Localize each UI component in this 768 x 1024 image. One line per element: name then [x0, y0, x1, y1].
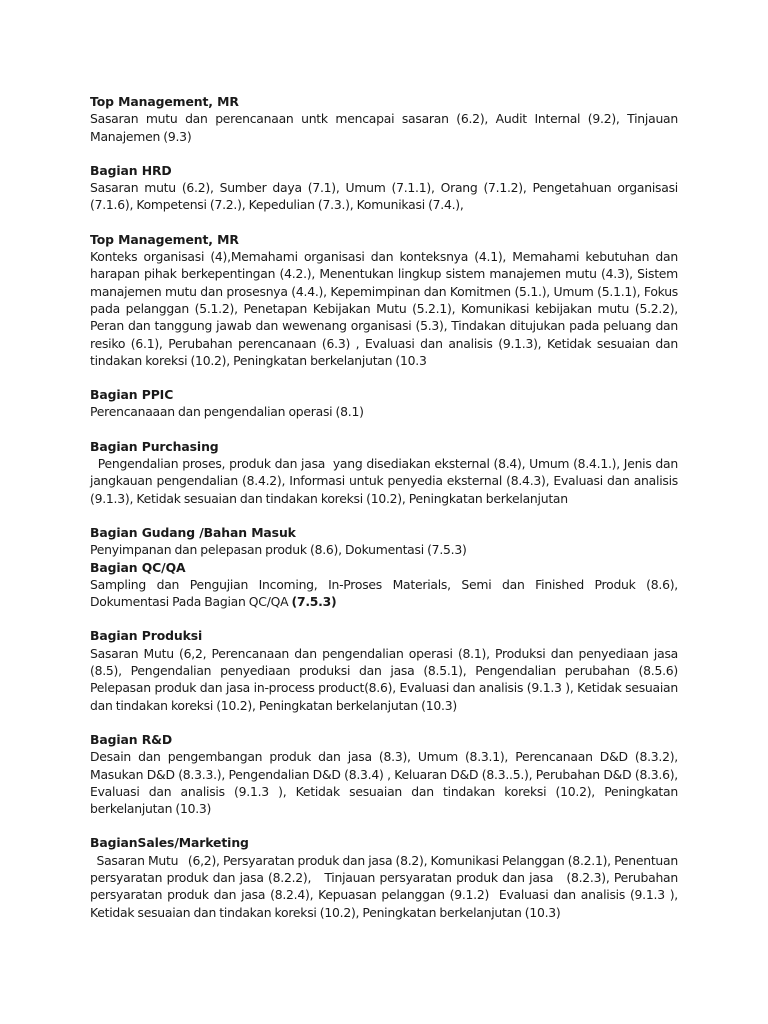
section-produksi — [90, 627, 678, 713]
section-body: Pengendalian proses, produk dan jasa yang disediakan eksternal (8.4), Umum (8.4.1.), Jenis dan jangkauan pengendalian (8.4.2), Informasi untuk penyedia eksternal (8.4.3), Evaluasi dan analisis (9.1.3), Ketidak sesuaian dan tindakan koreksi (10.2), Peningkatan berkelanjutan — [90, 456, 682, 506]
section-body: Penyimpanan dan pelepasan produk (8.6), Dokumentasi (7.5.3) — [90, 542, 467, 558]
section-top-management-2 — [90, 231, 678, 369]
section-body: Konteks organisasi (4),Memahami organisasi dan konteksnya (4.1), Memahami kebutuhan dan harapan pihak berkepentingan (4.2.), Menentukan lingkup sistem manajemen mutu (4.3), Sistem manajemen mutu dan prosesnya (4.4.), Kepemimpinan dan Komitmen (5.1.), Umum (5.1.1), Fokus pada pelanggan (5.1.2), Penetapan Kebijakan Mutu (5.2.1), Komunikasi kebijakan mutu (5.2.2), Peran dan tanggung jawab dan wewenang organisasi (5.3), Tindakan ditujukan pada peluang dan resiko (6.1), Perubahan perencanaan (6.3) , Evaluasi dan analisis (9.1.3), Ketidak sesuaian dan tindakan koreksi (10.2), Peningkatan berkelanjutan (10.3 — [90, 249, 678, 368]
section-body — [90, 576, 678, 611]
section-body: Perencanaaan dan pengendalian operasi (8.1) — [90, 404, 364, 420]
document-page — [90, 93, 682, 921]
section-body: Sasaran mutu dan perencanaan untk mencapai sasaran (6.2), Audit Internal (9.2), Tinjauan Manajemen (9.3) — [90, 111, 678, 144]
section-hrd — [90, 162, 678, 214]
section-heading: Bagian Gudang /Bahan Masuk — [90, 524, 296, 540]
section-heading: Top Management, MR — [90, 231, 239, 247]
section-top-management-1 — [90, 93, 678, 145]
section-qcqa — [90, 559, 678, 611]
section-heading: Bagian QC/QA — [90, 559, 186, 575]
section-ppic — [90, 386, 678, 421]
section-body: Desain dan pengembangan produk dan jasa (8.3), Umum (8.3.1), Perencanaan D&D (8.3.2), Masukan D&D (8.3.3.), Pengendalian D&D (8.3.4) , Keluaran D&D (8.3..5.), Perubahan D&D (8.3.6), Evaluasi dan analisis (9.1.3 ), Ketidak sesuaian dan tindakan koreksi (10.2), Peningkatan berkelanjutan (10.3) — [90, 749, 678, 817]
section-heading: Bagian Purchasing — [90, 438, 219, 454]
section-body-bold-tail: (7.5.3) — [291, 594, 337, 610]
section-body: Sasaran Mutu (6,2, Perencanaan dan pengendalian operasi (8.1), Produksi dan penyediaan jasa (8.5), Pengendalian penyediaan produksi dan jasa (8.5.1), Pengendalian perubahan (8.5.6) Pelepasan produk dan jasa in-process product(8.6), Evaluasi dan analisis (9.1.3 ), Ketidak sesuaian dan tindakan koreksi (10.2), Peningkatan berkelanjutan (10.3) — [90, 645, 678, 713]
section-gudang — [90, 524, 678, 559]
section-heading: Bagian Produksi — [90, 628, 203, 644]
section-heading: Bagian HRD — [90, 162, 172, 178]
section-purchasing — [90, 438, 682, 507]
section-body: Sasaran mutu (6.2), Sumber daya (7.1), Umum (7.1.1), Orang (7.1.2), Pengetahuan organisasi (7.1.6), Kompetensi (7.2.), Kepedulian (7.3.), Komunikasi (7.4.), — [90, 180, 678, 213]
section-sales-marketing — [90, 834, 682, 920]
section-rnd — [90, 731, 678, 817]
section-heading: Bagian PPIC — [90, 387, 174, 403]
section-heading: Bagian R&D — [90, 731, 173, 747]
section-body-text: Sampling dan Pengujian Incoming, In-Proses Materials, Semi dan Finished Produk (8.6), Dokumentasi Pada Bagian QC/QA — [90, 576, 678, 610]
section-heading: BagianSales/Marketing — [90, 835, 249, 851]
section-body: Sasaran Mutu (6,2), Persyaratan produk dan jasa (8.2), Komunikasi Pelanggan (8.2.1), Penentuan persyaratan produk dan jasa (8.2.2), Tinjauan persyaratan produk dan jasa (8.2.3), Perubahan persyaratan produk dan jasa (8.2.4), Kepuasan pelanggan (9.1.2) Evaluasi dan analisis (9.1.3 ), Ketidak sesuaian dan tindakan koreksi (10.2), Peningkatan berkelanjutan (10.3) — [90, 852, 682, 920]
section-heading: Top Management, MR — [90, 94, 239, 109]
